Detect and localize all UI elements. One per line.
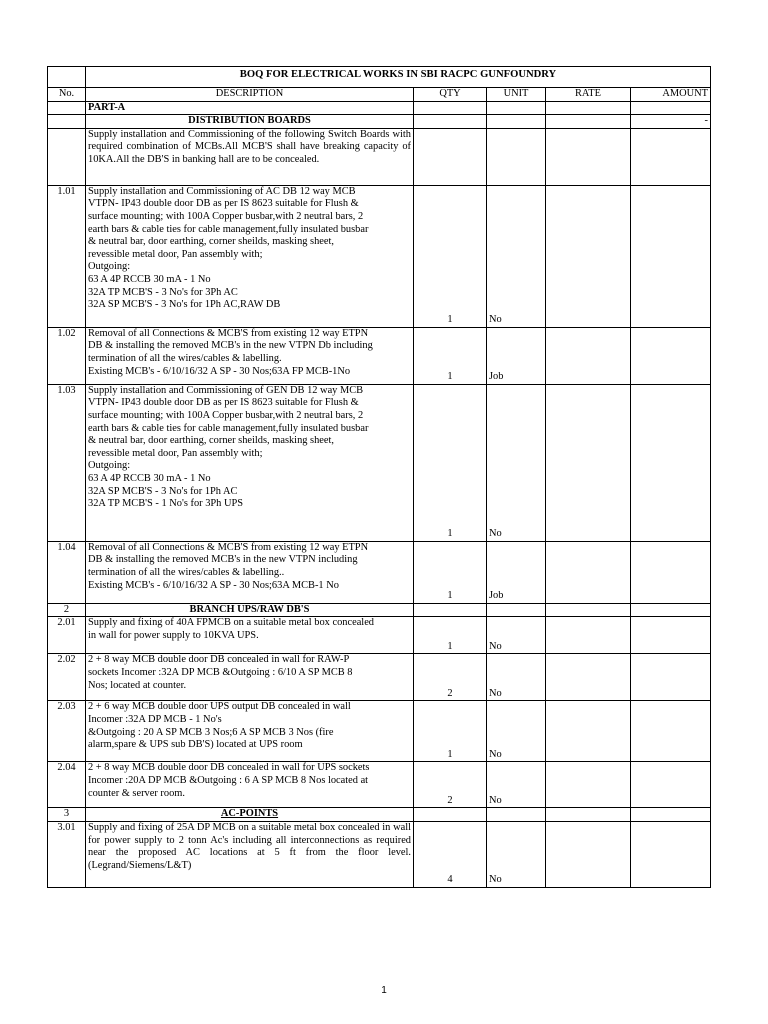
page-number: 1 <box>381 985 387 996</box>
header-amount: AMOUNT <box>631 88 711 102</box>
header-row <box>48 88 711 102</box>
table-row <box>48 701 711 762</box>
item-description: Supply installation and Commissioning of AC DB 12 way MCB VTPN- IP43 double door DB as per IS 8623 suitable for Flush & surface mounting; with 100A Copper busbar,with 2 neutral bars, 2 earth bars & cable ties for cable management,fully insulated busbar & neutral bar, door earthing, corner sheilds, masking sheet, revessible metal door, Pan assembly with; Outgoing: 63 A 4P RCCB 30 mA - 1 No 32A TP MCB'S - 3 No's for 3Ph AC 32A SP MCB'S - 3 No's for 1Ph AC,RAW DB <box>86 185 414 327</box>
table-row <box>48 617 711 654</box>
document-title: BOQ FOR ELECTRICAL WORKS IN SBI RACPC GUNFOUNDRY <box>86 67 711 88</box>
item-unit: No <box>487 821 546 887</box>
item-qty: 1 <box>414 541 487 603</box>
item-qty: 1 <box>414 617 487 654</box>
section-number: 3 <box>48 808 86 822</box>
section-title-branch-ups: BRANCH UPS/RAW DB'S <box>86 603 414 617</box>
item-description: 2 + 8 way MCB double door DB concealed in wall for UPS sockets Incomer :20A DP MCB &Outgoing : 6 A SP MCB 8 Nos located at counter & server room. <box>86 762 414 808</box>
item-number: 2.01 <box>48 617 86 654</box>
table-row <box>48 541 711 603</box>
item-number: 2.03 <box>48 701 86 762</box>
item-unit: Job <box>487 541 546 603</box>
boq-table <box>47 66 711 888</box>
table-row <box>48 327 711 384</box>
item-number: 1.02 <box>48 327 86 384</box>
table-row <box>48 185 711 327</box>
item-number: 2.02 <box>48 654 86 701</box>
part-label: PART-A <box>86 101 414 115</box>
item-qty: 1 <box>414 327 487 384</box>
item-qty: 1 <box>414 384 487 541</box>
table-row <box>48 384 711 541</box>
header-no: No. <box>48 88 86 102</box>
section-amount: - <box>631 115 711 129</box>
section-row <box>48 808 711 822</box>
item-unit: Job <box>487 327 546 384</box>
item-number: 1.03 <box>48 384 86 541</box>
item-unit: No <box>487 701 546 762</box>
header-unit: UNIT <box>487 88 546 102</box>
item-description: 2 + 6 way MCB double door UPS output DB concealed in wall Incomer :32A DP MCB - 1 No's &Outgoing : 20 A SP MCB 3 Nos;6 A SP MCB 3 Nos (fire alarm,spare & UPS sub DB'S) located at UPS room <box>86 701 414 762</box>
item-qty: 1 <box>414 185 487 327</box>
header-qty: QTY <box>414 88 487 102</box>
item-description: Removal of all Connections & MCB'S from existing 12 way ETPN DB & installing the removed MCB's in the new VTPN Db including termination of all the wires/cables & labelling. Existing MCB's - 6/10/16/32 A SP - 30 Nos;63A FP MCB-1No <box>86 327 414 384</box>
item-qty: 2 <box>414 762 487 808</box>
section-row <box>48 603 711 617</box>
item-qty: 4 <box>414 821 487 887</box>
section-title-ac-points: AC-POINTS <box>86 808 414 822</box>
item-description: Removal of all Connections & MCB'S from existing 12 way ETPN DB & installing the removed MCB's in the new VTPN including termination of all the wires/cables & labelling.. Existing MCB's - 6/10/16/32 A SP - 30 Nos;63A MCB-1 No <box>86 541 414 603</box>
item-unit: No <box>487 384 546 541</box>
item-number: 1.04 <box>48 541 86 603</box>
item-qty: 2 <box>414 654 487 701</box>
item-unit: No <box>487 762 546 808</box>
item-description: Supply and fixing of 40A FPMCB on a suitable metal box concealed in wall for power supply to 10KVA UPS. <box>86 617 414 654</box>
item-unit: No <box>487 654 546 701</box>
item-number: 3.01 <box>48 821 86 887</box>
table-row <box>48 821 711 887</box>
table-row <box>48 762 711 808</box>
item-qty: 1 <box>414 701 487 762</box>
intro-row <box>48 128 711 185</box>
boq-sheet <box>47 66 710 888</box>
table-row <box>48 654 711 701</box>
section-title-distribution-boards: DISTRIBUTION BOARDS <box>86 115 414 129</box>
item-unit: No <box>487 617 546 654</box>
item-description: Supply installation and Commissioning of GEN DB 12 way MCB VTPN- IP43 double door DB as per IS 8623 suitable for Flush & surface mounting; with 100A Copper busbar,with 2 neutral bars, 2 earth bars & cable ties for cable management,fully insulated busbar & neutral bar, door earthing, corner sheilds, masking sheet, revessible metal door, Pan assembly with; Outgoing: 63 A 4P RCCB 30 mA - 1 No 32A SP MCB'S - 3 No's for 1Ph AC 32A TP MCB'S - 1 No's for 3Ph UPS <box>86 384 414 541</box>
section-number: 2 <box>48 603 86 617</box>
title-row <box>48 67 711 88</box>
part-row <box>48 101 711 115</box>
intro-description: Supply installation and Commissioning of the following Switch Boards with required combination of MCBs.All MCB'S shall have breaking capacity of 10KA.All the DB'S in banking hall are to be concealed. <box>86 128 414 185</box>
item-number: 1.01 <box>48 185 86 327</box>
item-description: 2 + 8 way MCB double door DB concealed in wall for RAW-P sockets Incomer :32A DP MCB &Outgoing : 6/10 A SP MCB 8 Nos; located at counter. <box>86 654 414 701</box>
item-number: 2.04 <box>48 762 86 808</box>
header-description: DESCRIPTION <box>86 88 414 102</box>
item-unit: No <box>487 185 546 327</box>
header-rate: RATE <box>546 88 631 102</box>
section-row <box>48 115 711 129</box>
item-description: Supply and fixing of 25A DP MCB on a suitable metal box concealed in wall for power supply to 2 tonn Ac's including all interconnections as required near the proposed AC locations at 5 ft from the floor level.(Legrand/Siemens/L&T) <box>86 821 414 887</box>
